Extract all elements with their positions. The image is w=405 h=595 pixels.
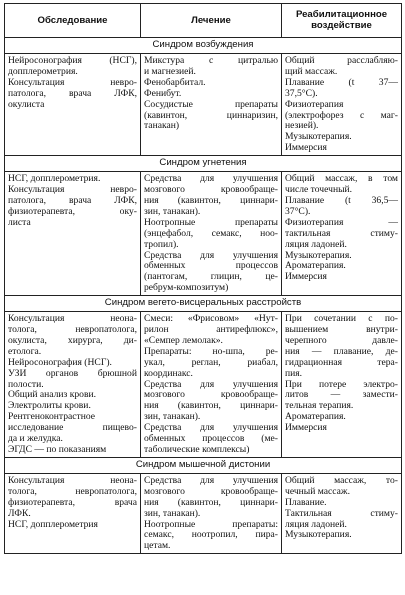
text-line: Средства для улучшения <box>144 249 278 261</box>
text-line: обменных процессов (ме- <box>144 433 278 445</box>
text-line: Общий расслабляю- <box>285 55 398 66</box>
column-header-rehabilitation: Реабилитационное воздействие <box>282 4 402 38</box>
text-line: тактильная стиму- <box>285 227 398 239</box>
cell-paragraph <box>285 272 398 283</box>
section-title: Синдром угнетения <box>5 156 402 172</box>
text-line: ЭГДС — по показаниям <box>8 444 107 455</box>
cell-paragraph <box>8 314 137 358</box>
text-line: и магнезией. <box>144 65 196 77</box>
cell-paragraph <box>8 520 137 531</box>
text-line: вышением внутри- <box>285 324 398 336</box>
text-line: координакс. <box>144 367 193 379</box>
cell-paragraph <box>285 174 398 196</box>
section-content-row <box>5 54 402 156</box>
cell-paragraph <box>285 143 398 154</box>
text-line: Консультация неона- <box>8 474 137 486</box>
text-line: Плавание (t 37— <box>285 76 398 88</box>
text-line: исследование пищево- <box>8 422 137 434</box>
text-line: При сочетании с по- <box>285 313 398 325</box>
treatment-cell <box>141 172 282 296</box>
text-line: Консультация невро- <box>8 76 137 88</box>
section-title: Синдром мышечной дистонии <box>5 457 402 473</box>
section-content-row <box>5 172 402 296</box>
text-line: Общий массаж, то- <box>285 474 398 486</box>
cell-paragraph <box>144 174 278 218</box>
cell-paragraph <box>285 380 398 413</box>
cell-paragraph <box>144 423 278 456</box>
treatment-cell <box>141 473 282 553</box>
text-line: физиотерапевта, оку- <box>8 205 137 217</box>
text-line: толога, невропатолога, <box>8 485 137 497</box>
cell-paragraph <box>285 196 398 218</box>
rehabilitation-cell <box>282 312 402 458</box>
text-line: незией). <box>285 120 319 132</box>
section-title: Синдром вегето-висцеральных расстройств <box>5 296 402 312</box>
text-line: Музыкотерапия. <box>285 131 352 143</box>
text-line: патолога, врача ЛФК, <box>8 87 137 99</box>
cell-paragraph <box>285 100 398 133</box>
text-line: Ноотропные препараты <box>144 216 278 228</box>
text-line: тропил). <box>144 238 179 250</box>
text-line: При потере электро- <box>285 378 398 390</box>
text-line: Ароматерапия. <box>285 260 346 272</box>
text-line: да и желудка. <box>8 433 63 445</box>
text-line: (кавинтон, циннаризин, <box>144 109 278 121</box>
text-line: Общий массаж, в том <box>285 173 398 185</box>
text-line: черепного давле- <box>285 334 398 346</box>
text-line: танакан) <box>144 120 180 132</box>
text-line: числе точечный. <box>285 184 353 196</box>
cell-paragraph <box>144 251 278 295</box>
cell-paragraph <box>8 56 137 78</box>
text-line: цетам. <box>144 540 171 552</box>
text-line: Иммерсия <box>285 422 327 434</box>
text-line: Средства для улучшения <box>144 474 278 486</box>
cell-paragraph <box>8 476 137 520</box>
text-line: ляция ладоней. <box>285 518 347 530</box>
text-line: Иммерсия <box>285 271 327 283</box>
text-line: етолога. <box>8 345 42 357</box>
text-line: «Семпер лемолак». <box>144 334 223 346</box>
text-line: ния (кавинтон, циннари- <box>144 194 278 206</box>
rehabilitation-cell <box>282 473 402 553</box>
text-line: чечный массаж. <box>285 485 350 497</box>
cell-paragraph <box>8 78 137 111</box>
cell-paragraph <box>8 185 137 229</box>
cell-paragraph <box>285 498 398 509</box>
text-line: таболические комплексы) <box>144 444 250 455</box>
text-line: Электролиты крови. <box>8 400 91 412</box>
cell-paragraph <box>285 218 398 251</box>
text-line: литов — замести- <box>285 389 398 401</box>
text-line: толога, невропатолога, <box>8 324 137 336</box>
text-line: мозгового кровообраще- <box>144 184 278 196</box>
rehabilitation-cell <box>282 172 402 296</box>
cell-paragraph <box>285 509 398 531</box>
text-line: Иммерсия <box>285 142 327 154</box>
cell-paragraph <box>144 89 278 100</box>
text-line: НСГ, допплерометрия <box>8 518 98 530</box>
text-line: зин, танакан). <box>144 411 201 423</box>
text-line: семакс, ноотропил, пира- <box>144 529 278 541</box>
cell-paragraph <box>144 56 278 78</box>
text-line: листа <box>8 216 31 228</box>
section-title-row <box>5 296 402 312</box>
text-line: Средства для улучшения <box>144 378 278 390</box>
text-line: Нейросонография (НСГ), <box>8 55 137 66</box>
section-title-row <box>5 457 402 473</box>
text-line: Средства для улучшения <box>144 422 278 434</box>
text-line: (пантогам, глицин, це- <box>144 271 278 283</box>
text-line: Препараты: но-шпа, ре- <box>144 345 278 357</box>
cell-paragraph <box>144 218 278 251</box>
text-line: Фенобарбитал. <box>144 76 206 88</box>
text-line: НСГ, допплерометрия. <box>8 173 101 185</box>
text-line: Музыкотерапия. <box>285 529 352 541</box>
text-line: (электрофорез с маг- <box>285 109 398 121</box>
text-line: ребрум-композитум) <box>144 282 229 294</box>
examination-cell <box>5 54 141 156</box>
section-title: Синдром возбуждения <box>5 38 402 54</box>
cell-paragraph <box>285 314 398 379</box>
cell-paragraph <box>144 347 278 380</box>
treatment-table <box>4 3 402 554</box>
text-line: ния — плавание, де- <box>285 345 398 357</box>
text-line: Средства для улучшения <box>144 173 278 185</box>
text-line: ния (кавинтон, циннари- <box>144 400 278 412</box>
text-line: (энцефабол, семакс, ноо- <box>144 227 278 239</box>
text-line: зин, танакан). <box>144 205 201 217</box>
text-line: Сосудистые препараты <box>144 98 278 110</box>
cell-paragraph <box>285 78 398 100</box>
text-line: Плавание. <box>285 496 327 508</box>
cell-paragraph <box>8 412 137 445</box>
text-line: окулиста <box>8 98 45 110</box>
text-line: 37,5°C). <box>285 87 318 99</box>
cell-paragraph <box>285 476 398 498</box>
text-line: Физиотерапия <box>285 98 344 110</box>
header-row <box>5 4 402 38</box>
text-line: рилон антирефлюкс», <box>144 324 278 336</box>
column-header-examination: Обследование <box>5 4 141 38</box>
text-line: зин, танакан). <box>144 507 201 519</box>
text-line: допплерометрия. <box>8 65 78 77</box>
cell-paragraph <box>144 314 278 347</box>
text-line: Ароматерапия. <box>285 411 346 423</box>
text-line: гидрационная тера- <box>285 356 398 368</box>
cell-paragraph <box>285 56 398 78</box>
text-line: ляция ладоней. <box>285 238 347 250</box>
text-line: Тактильная стиму- <box>285 507 398 519</box>
section-title-row <box>5 156 402 172</box>
text-line: Нейросонография (НСГ). <box>8 356 112 368</box>
text-line: обменных процессов <box>144 260 278 272</box>
cell-paragraph <box>144 476 278 520</box>
cell-paragraph <box>285 423 398 434</box>
cell-paragraph <box>8 369 137 391</box>
text-line: щий массаж. <box>285 65 338 77</box>
text-line: патолога, врача ЛФК, <box>8 194 137 206</box>
section-content-row <box>5 312 402 458</box>
text-line: окулиста, хирурга, ди- <box>8 334 137 346</box>
text-line: ния (кавинтон, циннари- <box>144 496 278 508</box>
text-line: физиотерапевта, врача <box>8 496 137 508</box>
examination-cell <box>5 172 141 296</box>
text-line: Физиотерапия — <box>285 216 398 228</box>
text-line: мозгового кровообраще- <box>144 389 278 401</box>
cell-paragraph <box>144 520 278 553</box>
text-line: Ноотропные препараты: <box>144 518 278 530</box>
text-line: Консультация невро- <box>8 184 137 196</box>
cell-paragraph <box>285 530 398 541</box>
cell-paragraph <box>144 380 278 424</box>
text-line: мозгового кровообраще- <box>144 485 278 497</box>
text-line: тельная терапия. <box>285 400 354 412</box>
text-line: Консультация неона- <box>8 313 137 325</box>
text-line: Общий анализ крови. <box>8 389 97 401</box>
text-line: ЛФК. <box>8 507 31 519</box>
text-line: УЗИ органов брюшной <box>8 367 137 379</box>
text-line: Музыкотерапия. <box>285 249 352 261</box>
examination-cell <box>5 312 141 458</box>
section-title-row <box>5 38 402 54</box>
text-line: Микстура с цитралью <box>144 55 278 66</box>
text-line: пия. <box>285 367 303 379</box>
examination-cell <box>5 473 141 553</box>
treatment-cell <box>141 54 282 156</box>
text-line: Фенибут. <box>144 87 182 99</box>
text-line: Смеси: «Фрисовом» «Нут- <box>144 313 278 325</box>
text-line: полости. <box>8 378 44 390</box>
column-header-treatment: Лечение <box>141 4 282 38</box>
text-line: укал, реглан, риабал, <box>144 356 278 368</box>
text-line: 37°C). <box>285 205 311 217</box>
treatment-cell <box>141 312 282 458</box>
text-line: Плавание (t 36,5— <box>285 194 398 206</box>
text-line: Рентгеноконтрастное <box>8 411 96 423</box>
rehabilitation-cell <box>282 54 402 156</box>
cell-paragraph <box>8 445 137 456</box>
cell-paragraph <box>144 100 278 133</box>
section-content-row <box>5 473 402 553</box>
